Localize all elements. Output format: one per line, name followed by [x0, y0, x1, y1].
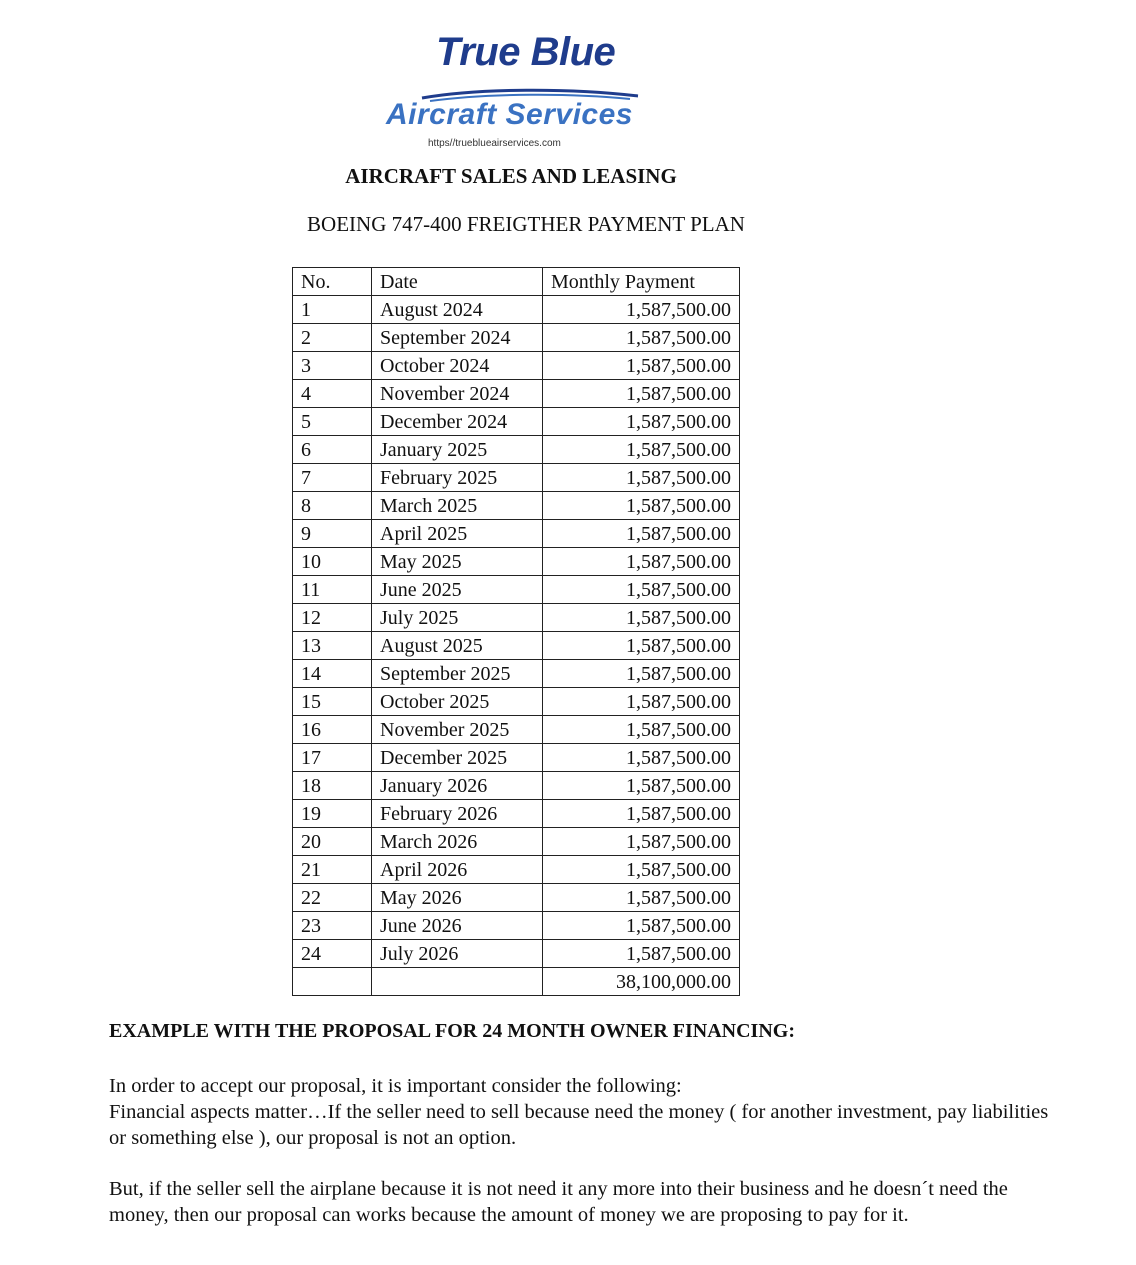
logo-line1: True Blue [436, 30, 616, 74]
cell-date: March 2026 [372, 828, 543, 856]
cell-no: 17 [293, 744, 372, 772]
cell-payment: 1,587,500.00 [543, 772, 740, 800]
cell-payment: 1,587,500.00 [543, 940, 740, 968]
table-row [293, 940, 740, 968]
cell-no: 4 [293, 380, 372, 408]
cell-no: 24 [293, 940, 372, 968]
cell-payment: 1,587,500.00 [543, 604, 740, 632]
document-subtitle: BOEING 747-400 FREIGTHER PAYMENT PLAN [307, 212, 745, 236]
cell-date: September 2024 [372, 324, 543, 352]
cell-payment: 1,587,500.00 [543, 464, 740, 492]
cell-payment: 1,587,500.00 [543, 716, 740, 744]
table-row [293, 856, 740, 884]
cell-no: 1 [293, 296, 372, 324]
cell-no: 12 [293, 604, 372, 632]
company-logo [380, 28, 690, 153]
table-row [293, 828, 740, 856]
section-heading: EXAMPLE WITH THE PROPOSAL FOR 24 MONTH OWNER FINANCING: [109, 1020, 795, 1042]
paragraph-line-2: Financial aspects matter…If the seller need to sell because need the money ( for another investment, pay liabilities or something else ), our proposal is not an option. [109, 1101, 1049, 1149]
logo-url: https//trueblueairservices.com [428, 138, 561, 149]
table-row [293, 800, 740, 828]
cell-no: 19 [293, 800, 372, 828]
table-row [293, 352, 740, 380]
table-row [293, 464, 740, 492]
cell-payment: 1,587,500.00 [543, 408, 740, 436]
table-row [293, 324, 740, 352]
cell-payment: 1,587,500.00 [543, 856, 740, 884]
cell-no: 3 [293, 352, 372, 380]
cell-no: 10 [293, 548, 372, 576]
cell-payment: 1,587,500.00 [543, 660, 740, 688]
table-row [293, 716, 740, 744]
cell-payment: 1,587,500.00 [543, 296, 740, 324]
table-header-row [293, 268, 740, 296]
table-row [293, 884, 740, 912]
cell-date: October 2025 [372, 688, 543, 716]
cell-no: 23 [293, 912, 372, 940]
table-total-row [293, 968, 740, 996]
table-row [293, 744, 740, 772]
cell-no: 6 [293, 436, 372, 464]
cell-no: 9 [293, 520, 372, 548]
cell-payment: 1,587,500.00 [543, 800, 740, 828]
cell-no: 7 [293, 464, 372, 492]
cell-payment: 1,587,500.00 [543, 688, 740, 716]
logo-line2: Aircraft Services [386, 98, 633, 131]
table-row [293, 548, 740, 576]
cell-payment: 1,587,500.00 [543, 828, 740, 856]
cell-no: 16 [293, 716, 372, 744]
cell-date: April 2026 [372, 856, 543, 884]
table-row [293, 688, 740, 716]
cell-payment: 1,587,500.00 [543, 352, 740, 380]
cell-date: January 2026 [372, 772, 543, 800]
cell-no: 8 [293, 492, 372, 520]
table-row [293, 576, 740, 604]
table-row [293, 408, 740, 436]
total-amount: 38,100,000.00 [543, 968, 740, 996]
empty-cell [372, 968, 543, 996]
empty-cell [293, 968, 372, 996]
cell-date: February 2025 [372, 464, 543, 492]
table-row [293, 380, 740, 408]
table-row [293, 296, 740, 324]
cell-payment: 1,587,500.00 [543, 744, 740, 772]
table-row [293, 492, 740, 520]
cell-date: December 2024 [372, 408, 543, 436]
table-row [293, 660, 740, 688]
cell-date: December 2025 [372, 744, 543, 772]
header-date: Date [372, 268, 543, 296]
cell-date: January 2025 [372, 436, 543, 464]
cell-payment: 1,587,500.00 [543, 632, 740, 660]
cell-payment: 1,587,500.00 [543, 576, 740, 604]
cell-payment: 1,587,500.00 [543, 380, 740, 408]
cell-no: 20 [293, 828, 372, 856]
cell-no: 11 [293, 576, 372, 604]
cell-date: July 2025 [372, 604, 543, 632]
cell-date: November 2025 [372, 716, 543, 744]
cell-no: 22 [293, 884, 372, 912]
cell-date: August 2025 [372, 632, 543, 660]
proposal-paragraph-2: But, if the seller sell the airplane because it is not need it any more into their business and he doesn´t need the money, then our proposal can works because the amount of money we are proposing to pay for it. [109, 1178, 1008, 1226]
cell-payment: 1,587,500.00 [543, 548, 740, 576]
cell-date: April 2025 [372, 520, 543, 548]
table-row [293, 604, 740, 632]
cell-date: May 2025 [372, 548, 543, 576]
cell-date: June 2025 [372, 576, 543, 604]
cell-no: 13 [293, 632, 372, 660]
payment-plan-body [293, 296, 740, 996]
cell-date: November 2024 [372, 380, 543, 408]
cell-payment: 1,587,500.00 [543, 520, 740, 548]
cell-date: August 2024 [372, 296, 543, 324]
cell-payment: 1,587,500.00 [543, 492, 740, 520]
proposal-paragraph-1 [109, 1073, 1059, 1151]
cell-payment: 1,587,500.00 [543, 324, 740, 352]
document-title: AIRCRAFT SALES AND LEASING [345, 164, 677, 188]
cell-date: September 2025 [372, 660, 543, 688]
cell-no: 21 [293, 856, 372, 884]
cell-payment: 1,587,500.00 [543, 436, 740, 464]
cell-date: March 2025 [372, 492, 543, 520]
cell-payment: 1,587,500.00 [543, 884, 740, 912]
table-row [293, 912, 740, 940]
cell-date: February 2026 [372, 800, 543, 828]
header-no: No. [293, 268, 372, 296]
table-row [293, 520, 740, 548]
table-row [293, 436, 740, 464]
paragraph-line-1: In order to accept our proposal, it is important consider the following: [109, 1075, 682, 1097]
cell-date: October 2024 [372, 352, 543, 380]
table-row [293, 772, 740, 800]
cell-no: 14 [293, 660, 372, 688]
cell-no: 18 [293, 772, 372, 800]
payment-plan-table [292, 267, 740, 996]
cell-date: May 2026 [372, 884, 543, 912]
table-row [293, 632, 740, 660]
cell-date: July 2026 [372, 940, 543, 968]
cell-no: 2 [293, 324, 372, 352]
cell-date: June 2026 [372, 912, 543, 940]
header-monthly-payment: Monthly Payment [543, 268, 740, 296]
cell-no: 5 [293, 408, 372, 436]
cell-payment: 1,587,500.00 [543, 912, 740, 940]
cell-no: 15 [293, 688, 372, 716]
